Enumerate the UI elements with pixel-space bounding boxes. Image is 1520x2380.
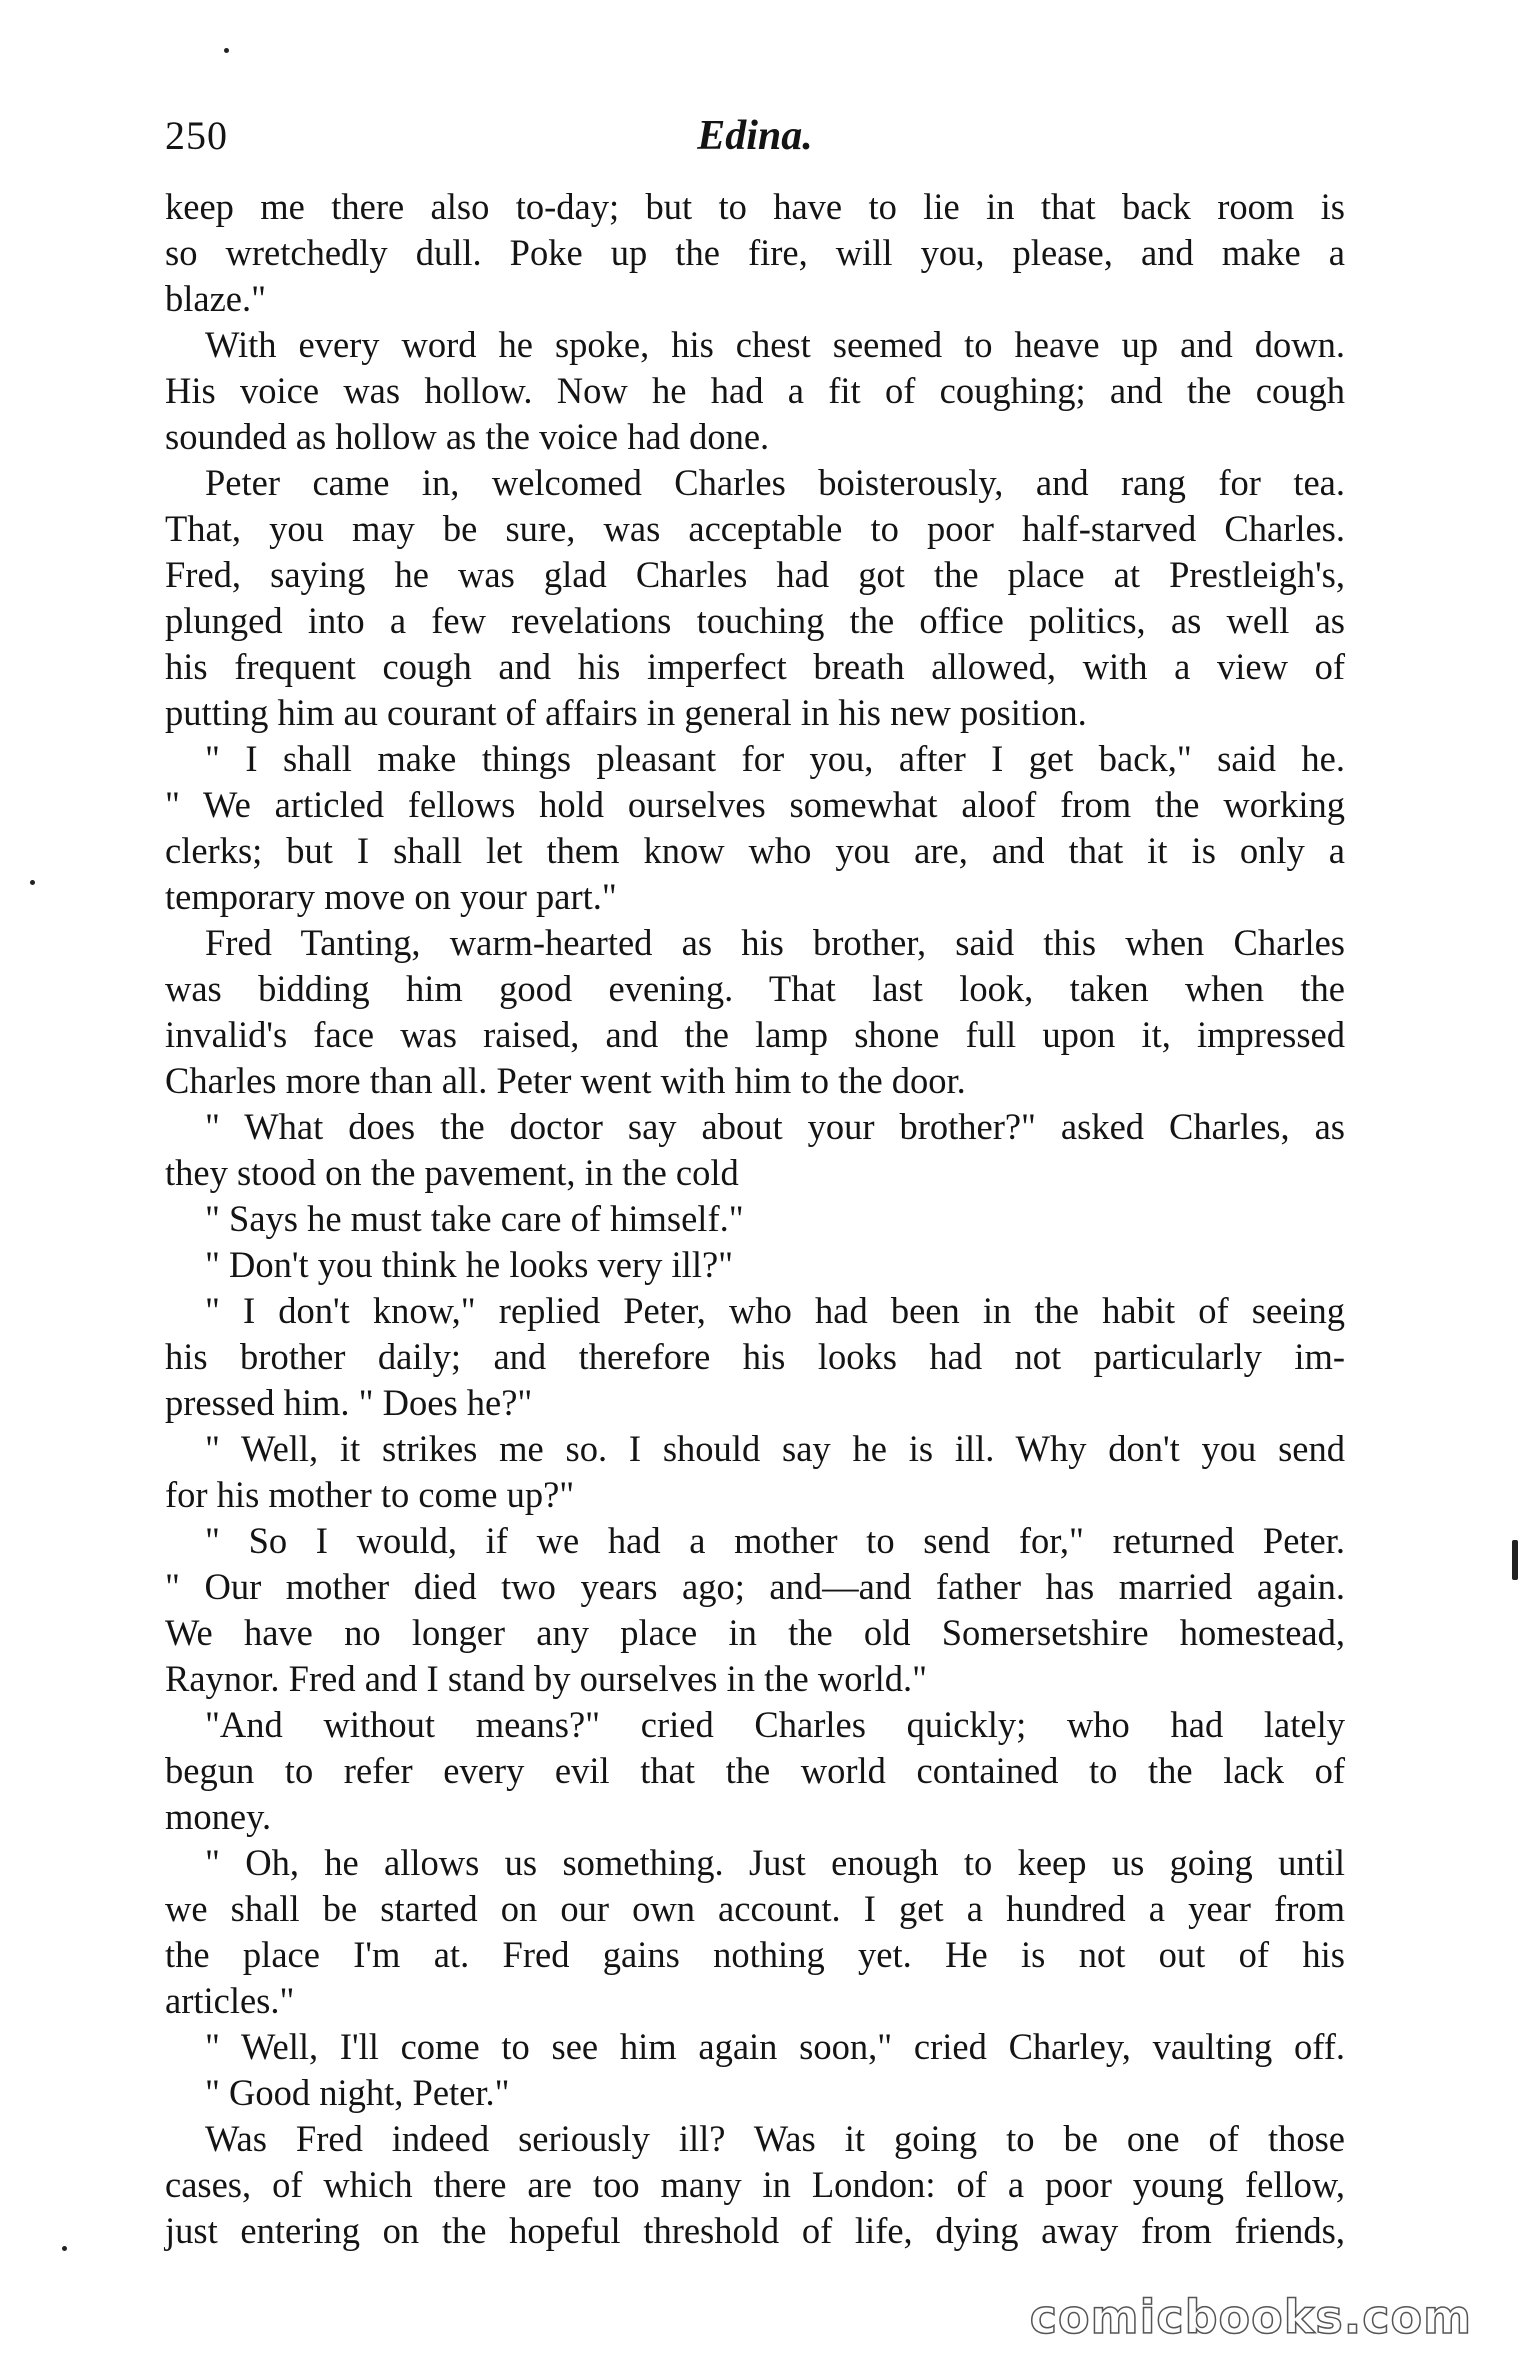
watermark: comicbooks.com (1029, 2290, 1472, 2344)
text-line: blaze." (165, 278, 267, 319)
text-line: That, you may be sure, was acceptable to poor half-starved Charles. (165, 508, 1345, 549)
body-text (165, 184, 1345, 2254)
text-line: " So I would, if we had a mother to send for," returned Peter. (205, 1520, 1345, 1561)
text-line: his frequent cough and his imperfect breath allowed, with a view of (165, 646, 1345, 687)
text-line: " Well, I'll come to see him again soon," cried Charley, vaulting off. (205, 2026, 1345, 2067)
stray-ink-mark (30, 880, 35, 885)
text-line: With every word he spoke, his chest seemed to heave up and down. (205, 324, 1345, 365)
running-head (165, 112, 1345, 172)
text-line: " Well, it strikes me so. I should say he is ill. Why don't you send (205, 1428, 1345, 1469)
stray-ink-mark (224, 48, 229, 53)
text-line: " Says he must take care of himself." (205, 1198, 744, 1239)
text-line: " I shall make things pleasant for you, after I get back," said he. (205, 738, 1345, 779)
text-line: " Good night, Peter." (205, 2072, 510, 2113)
text-line: we shall be started on our own account. I get a hundred a year from (165, 1888, 1345, 1929)
text-line: pressed him. " Does he?" (165, 1382, 533, 1423)
text-line: " We articled fellows hold ourselves somewhat aloof from the working (165, 784, 1345, 825)
text-line: We have no longer any place in the old Somersetshire homestead, (165, 1612, 1345, 1653)
edge-ink-mark (1512, 1540, 1518, 1580)
text-line: they stood on the pavement, in the cold (165, 1152, 739, 1193)
text-line: clerks; but I shall let them know who you are, and that it is only a (165, 830, 1345, 871)
text-line: " What does the doctor say about your brother?" asked Charles, as (205, 1106, 1345, 1147)
text-line: just entering on the hopeful threshold of life, dying away from friends, (165, 2210, 1345, 2251)
text-line: "And without means?" cried Charles quickly; who had lately (205, 1704, 1345, 1745)
text-line: the place I'm at. Fred gains nothing yet. He is not out of his (165, 1934, 1345, 1975)
text-line: Fred Tanting, warm-hearted as his brother, said this when Charles (205, 922, 1345, 963)
stray-ink-mark (62, 2246, 67, 2251)
text-line: " Don't you think he looks very ill?" (205, 1244, 734, 1285)
text-line: Charles more than all. Peter went with him to the door. (165, 1060, 966, 1101)
text-line: articles." (165, 1980, 295, 2021)
text-line: for his mother to come up?" (165, 1474, 575, 1515)
text-line: temporary move on your part." (165, 876, 617, 917)
text-line: " I don't know," replied Peter, who had been in the habit of seeing (205, 1290, 1345, 1331)
running-title: Edina. (697, 113, 813, 159)
text-line: sounded as hollow as the voice had done. (165, 416, 770, 457)
text-line: Was Fred indeed seriously ill? Was it going to be one of those (205, 2118, 1345, 2159)
text-line: Raynor. Fred and I stand by ourselves in the world." (165, 1658, 928, 1699)
text-line: his brother daily; and therefore his looks had not particularly im- (165, 1336, 1345, 1377)
text-line: " Oh, he allows us something. Just enough to keep us going until (205, 1842, 1345, 1883)
text-line: Peter came in, welcomed Charles boisterously, and rang for tea. (205, 462, 1345, 503)
text-line: keep me there also to-day; but to have to lie in that back room is (165, 186, 1345, 227)
text-line: cases, of which there are too many in London: of a poor young fellow, (165, 2164, 1345, 2205)
text-line: begun to refer every evil that the world contained to the lack of (165, 1750, 1345, 1791)
text-line: His voice was hollow. Now he had a fit of coughing; and the cough (165, 370, 1345, 411)
text-line: so wretchedly dull. Poke up the fire, will you, please, and make a (165, 232, 1345, 273)
text-line: plunged into a few revelations touching the office politics, as well as (165, 600, 1345, 641)
page-number: 250 (165, 113, 228, 158)
text-line: putting him au courant of affairs in general in his new position. (165, 692, 1087, 733)
text-line: invalid's face was raised, and the lamp shone full upon it, impressed (165, 1014, 1345, 1055)
text-line: money. (165, 1796, 272, 1837)
text-line: was bidding him good evening. That last look, taken when the (165, 968, 1345, 1009)
text-line: " Our mother died two years ago; and—and father has married again. (165, 1566, 1345, 1607)
text-line: Fred, saying he was glad Charles had got the place at Prestleigh's, (165, 554, 1345, 595)
